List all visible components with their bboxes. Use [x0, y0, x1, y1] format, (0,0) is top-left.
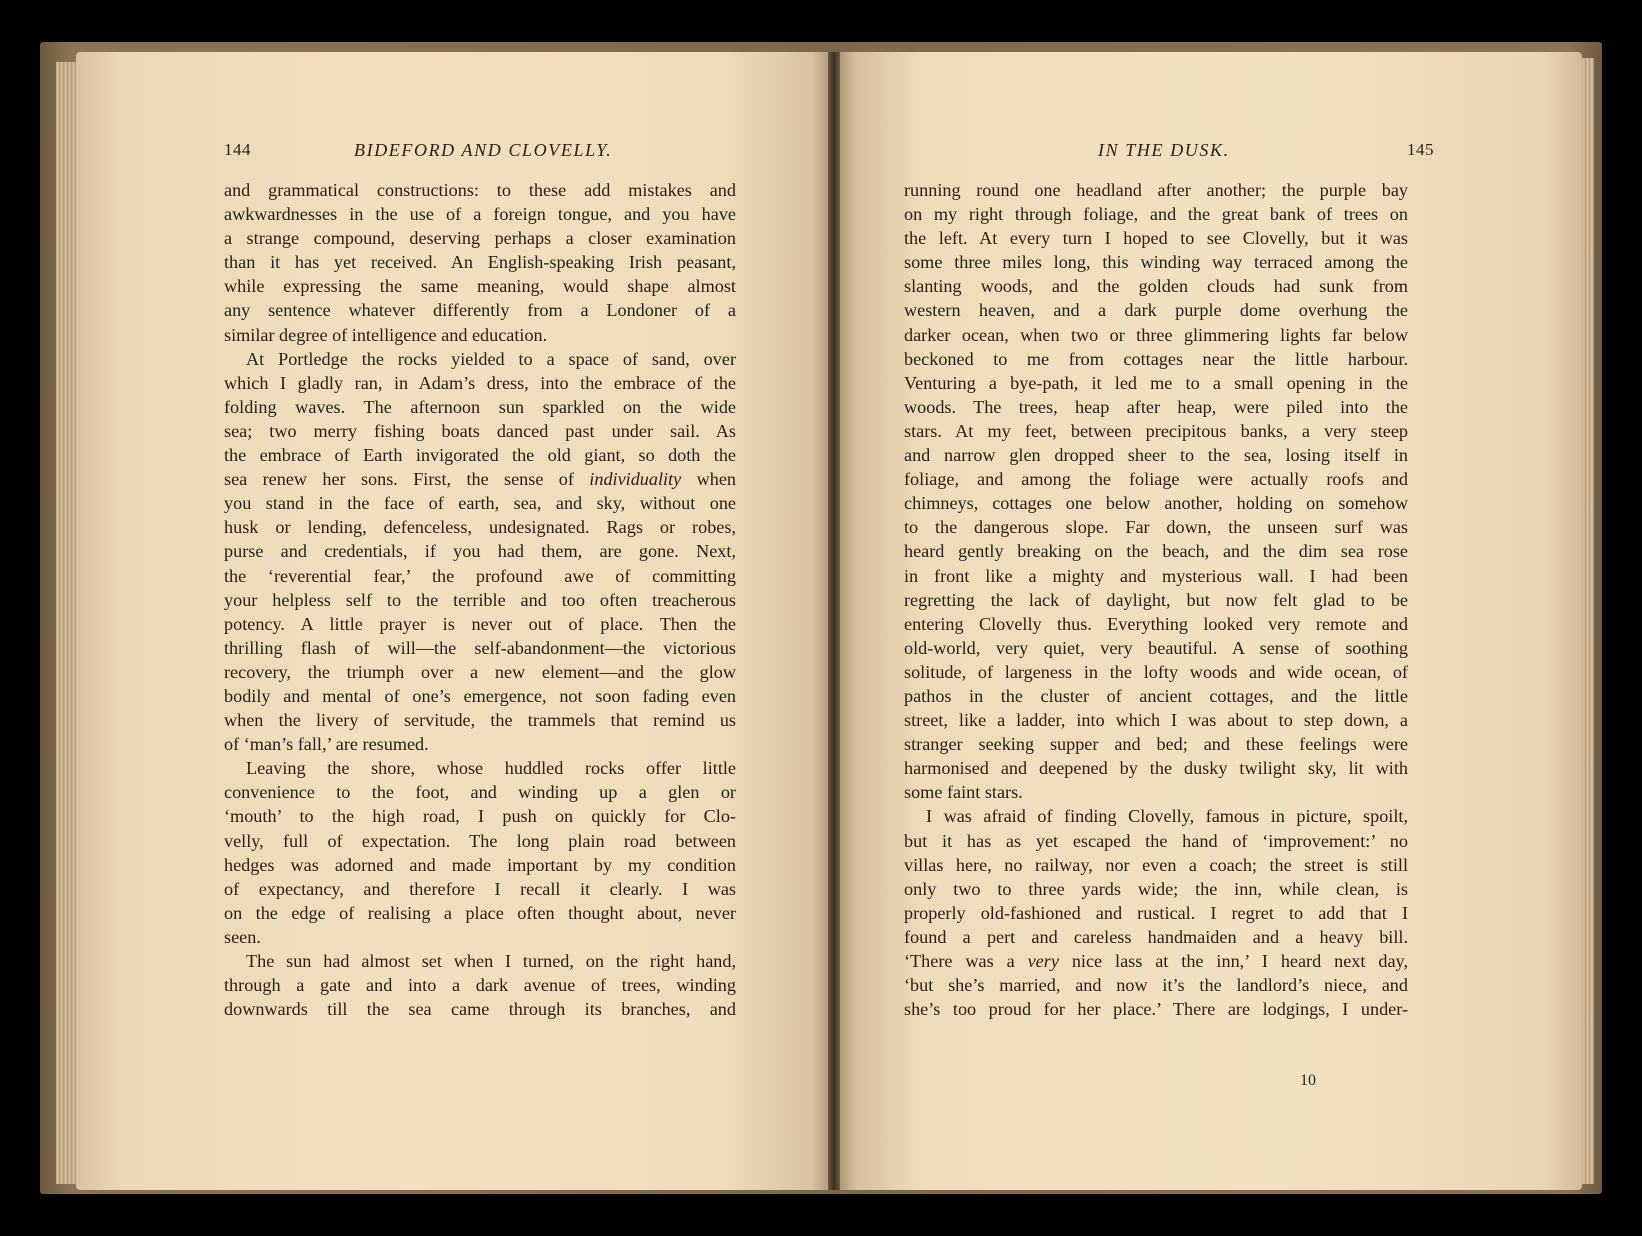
text-line: thrilling flash of will—the self-abandonment—the victorious: [224, 637, 736, 658]
text-line: only two to three yards wide; the inn, while clean, is: [904, 878, 1408, 899]
right-page-header: [834, 140, 1582, 170]
left-page-text: [224, 178, 736, 1021]
text-line: on the edge of realising a place often thought about, never: [224, 902, 736, 923]
right-page: [834, 52, 1582, 1190]
text-line: [224, 467, 736, 491]
text-line: villas here, no railway, nor even a coach; the street is still: [904, 854, 1408, 875]
text-segment: when: [681, 469, 736, 490]
text-line: and narrow glen dropped sheer to the sea, losing itself in: [904, 445, 1408, 466]
text-line: sea; two merry fishing boats danced past under sail. As: [224, 420, 736, 441]
text-segment: ‘There was a: [904, 951, 1028, 971]
italic-text: very: [1027, 951, 1059, 971]
text-line: you stand in the face of earth, sea, and sky, without one: [224, 493, 736, 514]
text-line: At Portledge the rocks yielded to a space of sand, over: [246, 348, 736, 369]
text-line: slanting woods, and the golden clouds had sunk from: [904, 276, 1408, 297]
text-line: a strange compound, deserving perhaps a closer examination: [224, 228, 736, 249]
text-line: the embrace of Earth invigorated the old giant, so doth the: [224, 445, 736, 466]
signature-mark: 10: [1300, 1072, 1316, 1089]
text-line: and grammatical constructions: to these add mistakes and: [224, 180, 736, 200]
text-line: entering Clovelly thus. Everything looked very remote and: [904, 613, 1408, 634]
text-line: recovery, the triumph over a new element—and the glow: [224, 661, 736, 682]
text-line: which I gladly ran, in Adam’s dress, into the embrace of the: [224, 372, 736, 393]
text-line: seen.: [224, 926, 261, 947]
text-line: The sun had almost set when I turned, on the right hand,: [246, 951, 736, 971]
text-line: while expressing the same meaning, would shape almost: [224, 276, 736, 297]
text-line: purse and credentials, if you had them, are gone. Next,: [224, 541, 736, 562]
text-line: properly old-fashioned and rustical. I regret to add that I: [904, 902, 1408, 923]
left-page-header: [76, 140, 834, 170]
text-line: downwards till the sea came through its branches, and: [224, 999, 736, 1020]
text-line: old-world, very quiet, very beautiful. A sense of soothing: [904, 637, 1408, 658]
text-line: any sentence whatever differently from a Londoner of a: [224, 300, 736, 321]
text-line: but it has as yet escaped the hand of ‘improvement:’ no: [904, 830, 1408, 851]
text-line: chimneys, cottages one below another, holding on somehow: [904, 493, 1408, 514]
text-line: awkwardnesses in the use of a foreign tongue, and you have: [224, 204, 736, 225]
text-line: some faint stars.: [904, 782, 1023, 803]
text-line: Leaving the shore, whose huddled rocks offer little: [246, 758, 736, 779]
text-line: Venturing a bye-path, it led me to a small opening in the: [904, 372, 1408, 393]
text-line: your helpless self to the terrible and too often treacherous: [224, 589, 736, 610]
text-line: hedges was adorned and made important by my condition: [224, 854, 736, 875]
text-segment: nice lass at the inn,’ I heard next day,: [1058, 951, 1408, 971]
text-line: of ‘man’s fall,’ are resumed.: [224, 734, 429, 755]
text-line: beckoned to me from cottages near the little harbour.: [904, 348, 1408, 369]
text-line: in front like a mighty and mysterious wall. I had been: [904, 565, 1408, 586]
text-line: some three miles long, this winding way terraced among the: [904, 252, 1408, 273]
text-line: found a pert and careless handmaiden and a heavy bill.: [904, 926, 1408, 947]
text-line: ‘but she’s married, and now it’s the landlord’s niece, and: [904, 975, 1408, 996]
left-page-edges: [56, 62, 78, 1184]
text-line: regretting the lack of daylight, but now felt glad to be: [904, 589, 1408, 610]
text-line: the ‘reverential fear,’ the profound awe of committing: [224, 565, 736, 586]
left-page-number: 144: [224, 140, 251, 159]
text-line: similar degree of intelligence and education.: [224, 324, 548, 345]
text-line: husk or lending, defenceless, undesignated. Rags or robes,: [224, 517, 736, 538]
left-page: [76, 52, 834, 1190]
text-line: solitude, of largeness in the lofty woods and wide ocean, of: [904, 661, 1408, 682]
text-line: stars. At my feet, between precipitous banks, a very steep: [904, 420, 1408, 441]
text-line: street, like a ladder, into which I was about to step down, a: [904, 710, 1408, 731]
text-line: the left. At every turn I hoped to see Clovelly, but it was: [904, 228, 1408, 249]
text-line: than it has yet received. An English-speaking Irish peasant,: [224, 252, 736, 273]
right-running-title: IN THE DUSK.: [1098, 140, 1230, 160]
text-line: darker ocean, when two or three glimmering lights far below: [904, 324, 1408, 345]
left-running-title: BIDEFORD AND CLOVELLY.: [354, 140, 613, 160]
text-segment: sea renew her sons. First, the sense of: [224, 469, 590, 490]
text-line: when the livery of servitude, the trammels that remind us: [224, 710, 736, 731]
text-line: potency. A little prayer is never out of place. Then the: [224, 613, 736, 634]
right-page-text: [904, 178, 1408, 1021]
text-line: convenience to the foot, and winding up a glen or: [224, 782, 736, 803]
text-line: velly, full of expectation. The long plain road between: [224, 830, 736, 851]
text-line: woods. The trees, heap after heap, were piled into the: [904, 396, 1408, 417]
text-line: [904, 949, 1408, 973]
text-line: I was afraid of finding Clovelly, famous in picture, spoilt,: [926, 806, 1408, 827]
text-line: she’s too proud for her place.’ There are lodgings, I under-: [904, 999, 1408, 1020]
text-line: foliage, and among the foliage were actually roofs and: [904, 469, 1408, 490]
book-gutter: [828, 52, 840, 1190]
text-line: stranger seeking supper and bed; and these feelings were: [904, 734, 1408, 755]
italic-text: individuality: [589, 469, 682, 490]
text-line: of expectancy, and therefore I recall it clearly. I was: [224, 878, 736, 899]
text-line: western heaven, and a dark purple dome overhung the: [904, 300, 1408, 321]
text-line: to the dangerous slope. Far down, the unseen surf was: [904, 517, 1408, 538]
text-line: heard gently breaking on the beach, and the dim sea rose: [904, 541, 1408, 562]
text-line: running round one headland after another; the purple bay: [904, 180, 1408, 200]
text-line: folding waves. The afternoon sun sparkled on the wide: [224, 396, 736, 417]
text-line: on my right through foliage, and the great bank of trees on: [904, 204, 1408, 225]
right-page-number: 145: [1407, 140, 1434, 159]
text-line: through a gate and into a dark avenue of trees, winding: [224, 975, 736, 996]
text-line: pathos in the cluster of ancient cottages, and the little: [904, 685, 1408, 706]
text-line: harmonised and deepened by the dusky twilight sky, lit with: [904, 758, 1408, 779]
text-line: bodily and mental of one’s emergence, not soon fading even: [224, 685, 736, 706]
text-line: ‘mouth’ to the high road, I push on quickly for Clo-: [224, 806, 736, 827]
